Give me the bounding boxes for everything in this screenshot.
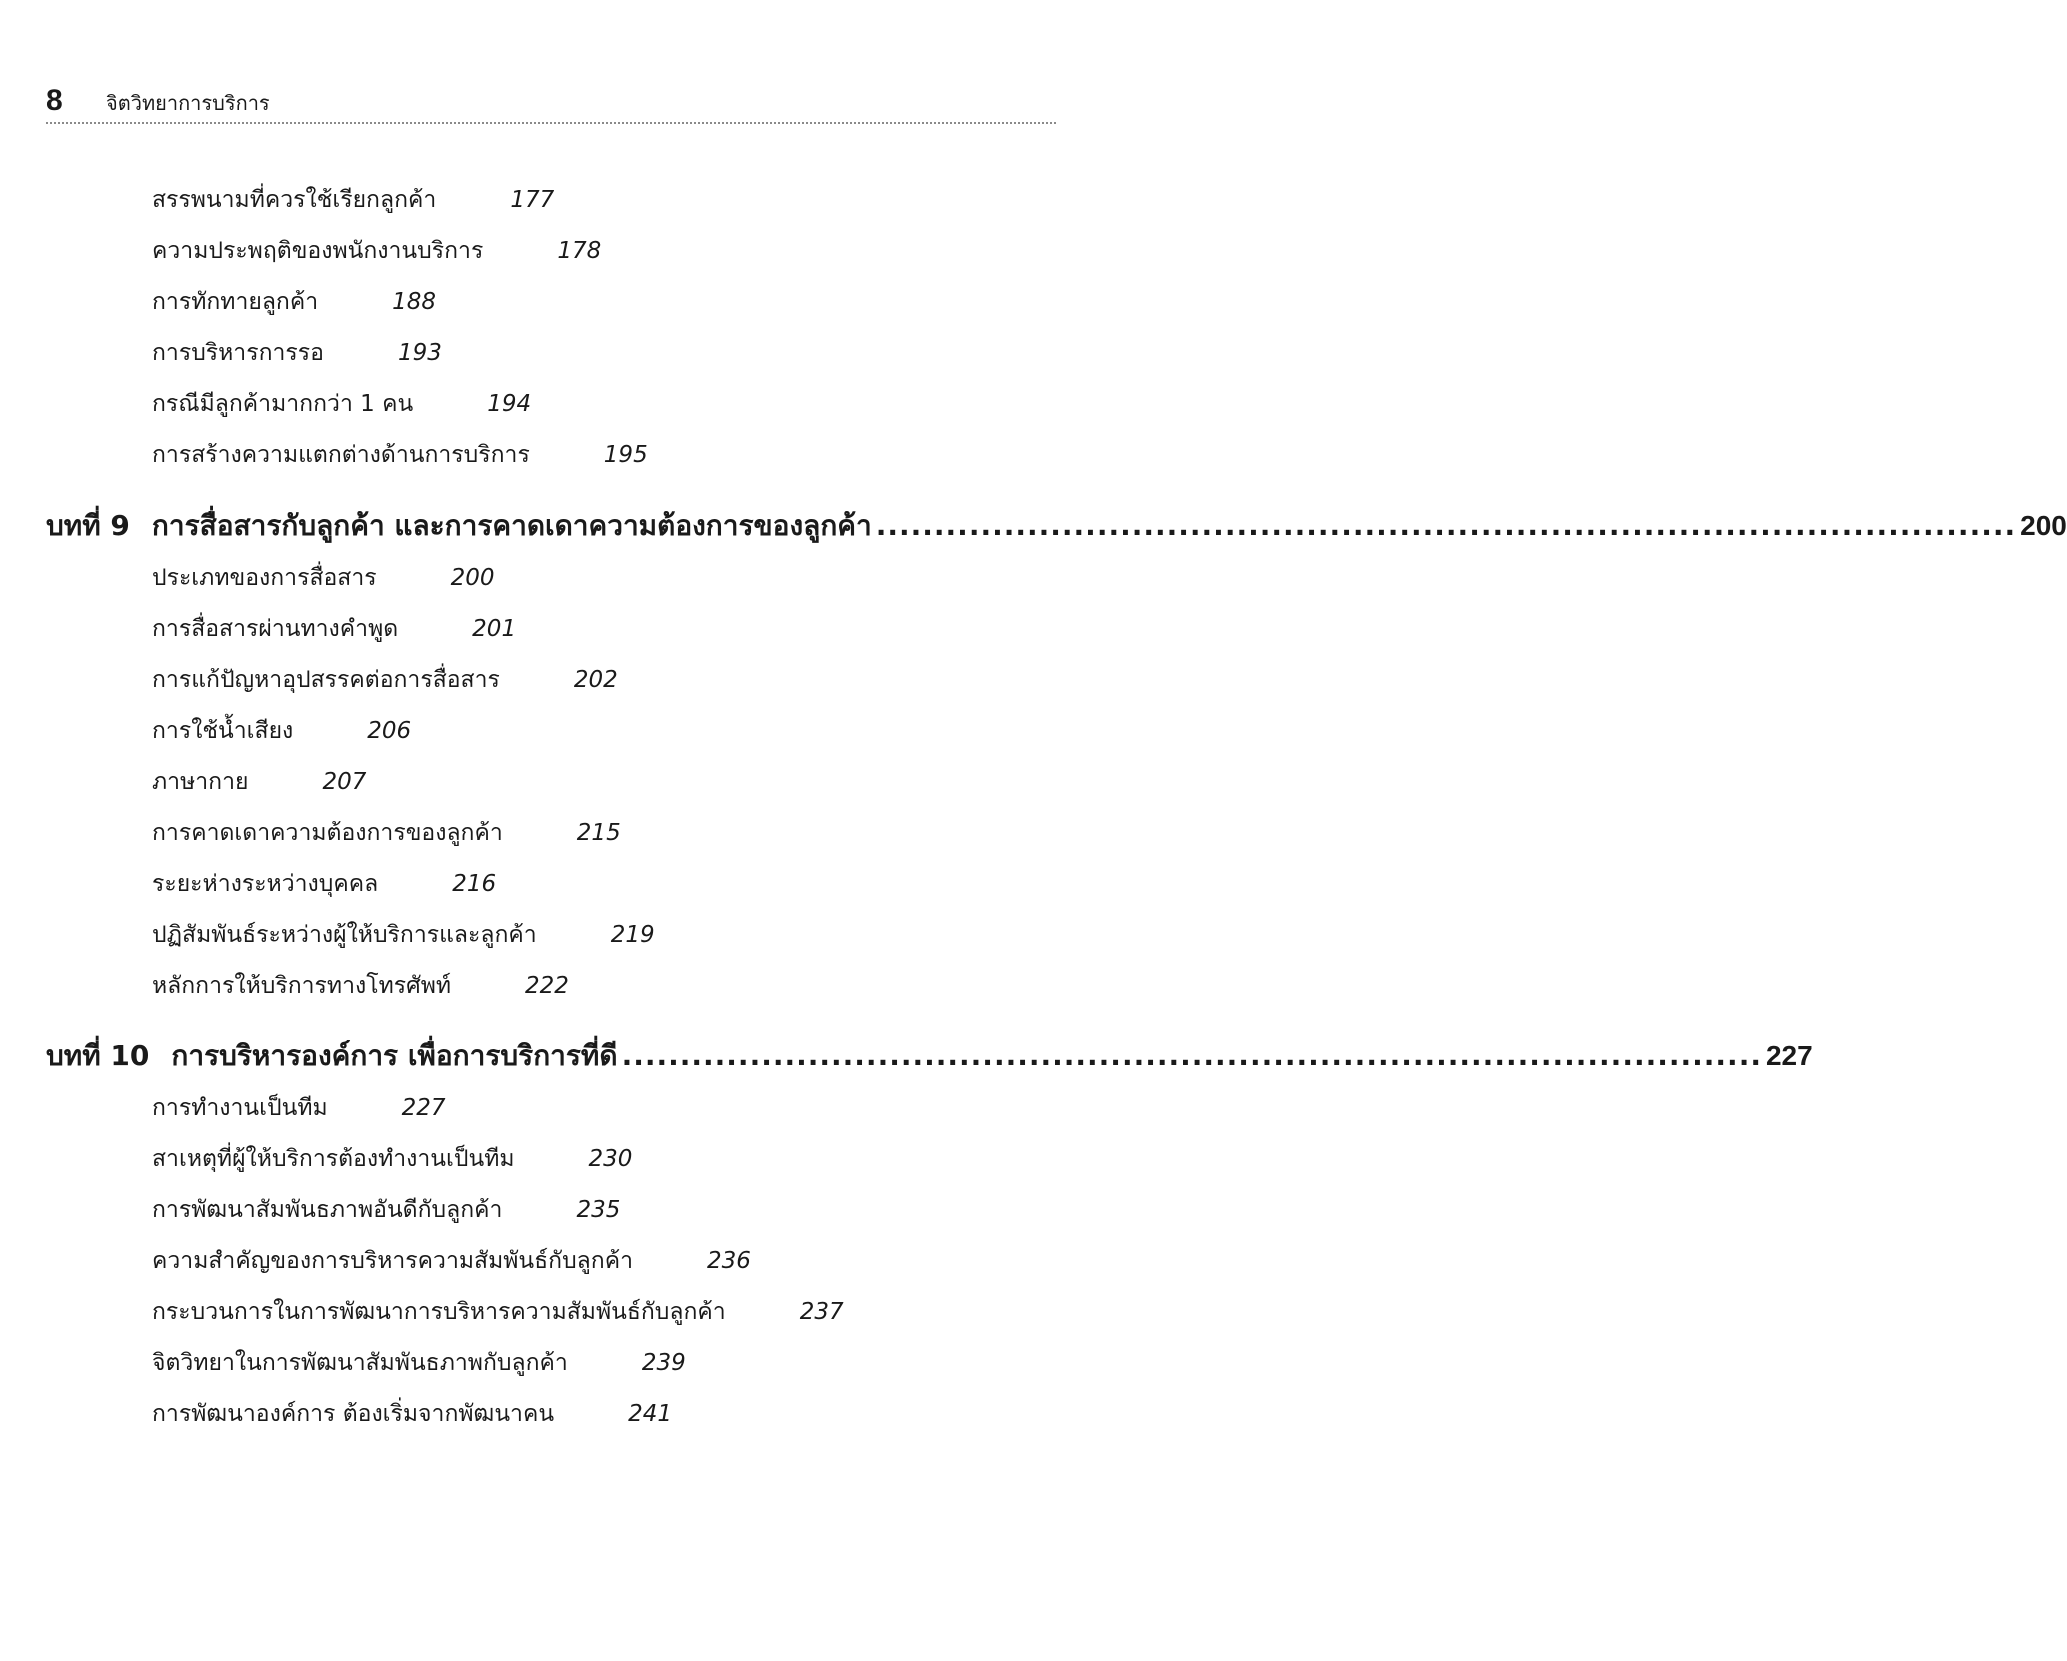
toc-entry-page: 236 <box>707 1248 751 1274</box>
toc-entry-page: 195 <box>603 442 648 468</box>
toc-entry-page: 215 <box>576 820 621 846</box>
toc-entry[interactable] <box>152 333 442 373</box>
chapter-page: 200 <box>2020 510 2067 541</box>
page-header <box>46 82 1056 122</box>
toc-entry[interactable] <box>152 180 554 220</box>
toc-entry-label: สรรพนามที่ควรใช้เรียกลูกค้า <box>152 187 437 213</box>
toc-entry[interactable] <box>152 966 569 1006</box>
toc-entry-page: 230 <box>588 1146 633 1172</box>
toc-entry-page: 201 <box>472 616 517 642</box>
toc-entry[interactable] <box>152 282 436 322</box>
toc-entry-label: การพัฒนาองค์การ ต้องเริ่มจากพัฒนาคน <box>152 1401 555 1427</box>
page-number: 8 <box>46 84 63 117</box>
toc-entry-label: ระยะห่างระหว่างบุคคล <box>152 871 379 897</box>
toc-entry[interactable] <box>152 864 496 904</box>
toc-entry[interactable] <box>152 231 601 271</box>
toc-entry[interactable] <box>152 1190 620 1230</box>
toc-entry-label: ความสำคัญของการบริหารความสัมพันธ์กับลูกค้า <box>152 1248 634 1274</box>
toc-entry-label: หลักการให้บริการทางโทรศัพท์ <box>152 973 452 999</box>
toc-entry-label: การทำงานเป็นทีม <box>152 1095 328 1121</box>
toc-entry-page: 193 <box>397 340 442 366</box>
toc-entry-label: กระบวนการในการพัฒนาการบริหารความสัมพันธ์กับลูกค้า <box>152 1299 726 1325</box>
chapter-title: การสื่อสารกับลูกค้า และการคาดเดาความต้องการของลูกค้า <box>151 509 872 542</box>
toc-entry-label: การสร้างความแตกต่างด้านการบริการ <box>152 442 530 468</box>
toc-entry-page: 200 <box>450 565 495 591</box>
toc-entry-label: จิตวิทยาในการพัฒนาสัมพันธภาพกับลูกค้า <box>152 1350 568 1376</box>
chapter-title: การบริหารองค์การ เพื่อการบริการที่ดี <box>171 1039 618 1072</box>
toc-entry-label: สาเหตุที่ผู้ให้บริการต้องทำงานเป็นทีม <box>152 1146 515 1172</box>
toc-entry-label: การพัฒนาสัมพันธภาพอันดีกับลูกค้า <box>152 1197 503 1223</box>
toc-entry-label: การทักทายลูกค้า <box>152 289 319 315</box>
toc-entry[interactable] <box>152 558 495 598</box>
toc-entry-page: 235 <box>576 1197 621 1223</box>
dot-leader: .................................................................................................. <box>621 1039 1762 1072</box>
toc-entry-label: การใช้น้ำเสียง <box>152 718 294 744</box>
chapter-page: 227 <box>1765 1040 1813 1071</box>
toc-entry[interactable] <box>152 1292 844 1332</box>
toc-entry-label: การสื่อสารผ่านทางคำพูด <box>152 616 399 642</box>
toc-entry-page: 177 <box>510 187 555 213</box>
toc-entry[interactable] <box>152 660 618 700</box>
toc-entry-label: ความประพฤติของพนักงานบริการ <box>152 238 484 264</box>
toc-entry[interactable] <box>152 813 621 853</box>
toc-entry-page: 227 <box>401 1095 446 1121</box>
toc-entry[interactable] <box>152 1088 446 1128</box>
toc-entry-page: 194 <box>487 391 532 417</box>
toc-entry-label: ประเภทของการสื่อสาร <box>152 565 377 591</box>
toc-entry[interactable] <box>152 1241 751 1281</box>
chapter-10-heading[interactable] <box>46 1033 1813 1079</box>
toc-entry-page: 202 <box>573 667 618 693</box>
toc-entry-page: 241 <box>628 1401 672 1427</box>
toc-entry-page: 206 <box>367 718 412 744</box>
toc-entry-label: ปฏิสัมพันธ์ระหว่างผู้ให้บริการและลูกค้า <box>152 922 537 948</box>
chapter-label: บทที่ 10 <box>46 1039 150 1072</box>
running-title: จิตวิทยาการบริการ <box>106 91 270 115</box>
toc-entry-page: 178 <box>557 238 602 264</box>
toc-entry-page: 207 <box>322 769 367 795</box>
toc-entry-label: กรณีมีลูกค้ามากกว่า 1 คน <box>152 391 414 417</box>
toc-entry-page: 222 <box>525 973 569 999</box>
toc-entry-label: ภาษากาย <box>152 769 249 795</box>
toc-entry[interactable] <box>152 762 366 802</box>
toc-entry[interactable] <box>152 1394 672 1434</box>
toc-entry[interactable] <box>152 1343 686 1383</box>
toc-entry-page: 237 <box>799 1299 844 1325</box>
toc-entry-label: การบริหารการรอ <box>152 340 324 366</box>
toc-entry-label: การคาดเดาความต้องการของลูกค้า <box>152 820 503 846</box>
header-dotted-rule <box>46 122 1056 124</box>
toc-entry[interactable] <box>152 915 655 955</box>
chapter-label: บทที่ 9 <box>46 509 130 542</box>
dot-leader: .................................................................................................. <box>875 509 2017 542</box>
toc-entry-page: 188 <box>392 289 437 315</box>
toc-entry[interactable] <box>152 384 531 424</box>
chapter-9-heading[interactable] <box>46 503 2067 549</box>
toc-entry[interactable] <box>152 435 648 475</box>
toc-entry[interactable] <box>152 711 411 751</box>
toc-entry-page: 216 <box>452 871 497 897</box>
toc-entry-page: 219 <box>610 922 655 948</box>
toc-entry[interactable] <box>152 1139 632 1179</box>
toc-entry-label: การแก้ปัญหาอุปสรรคต่อการสื่อสาร <box>152 667 500 693</box>
toc-entry-page: 239 <box>641 1350 686 1376</box>
toc-entry[interactable] <box>152 609 516 649</box>
